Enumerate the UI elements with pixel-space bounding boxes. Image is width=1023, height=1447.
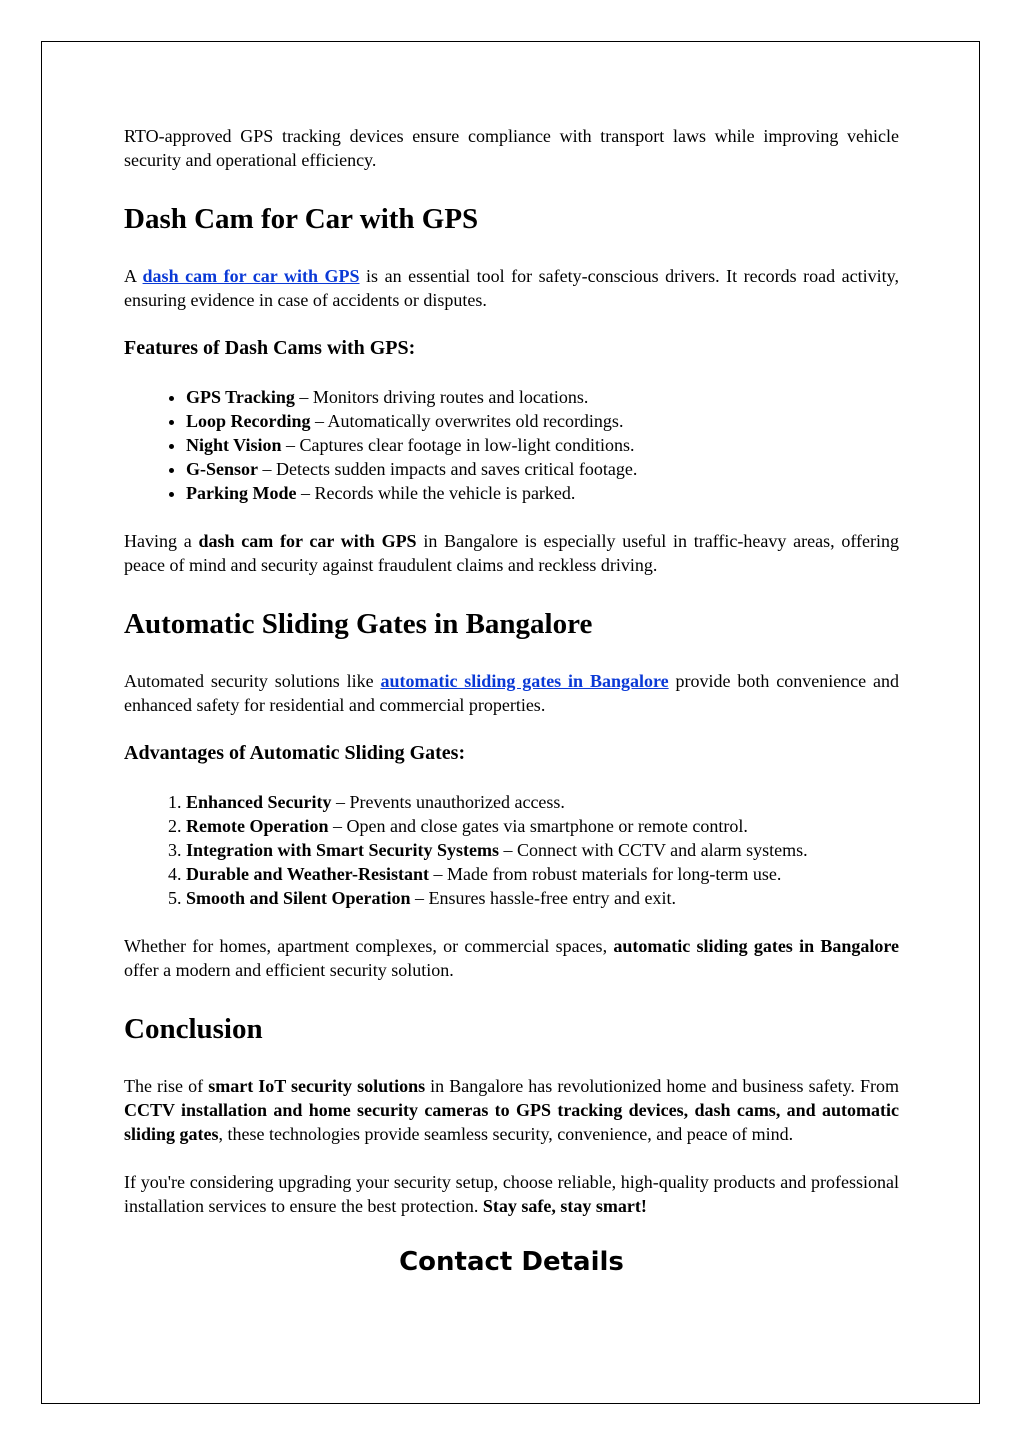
list-item: • G-Sensor – Detects sudden impacts and saves critical footage. — [186, 457, 899, 481]
contact-details-heading: Contact Details — [399, 1247, 624, 1277]
features-heading: Features of Dash Cams with GPS: — [124, 337, 416, 359]
list-item: 2. Remote Operation – Open and close gates via smartphone or remote control. — [186, 814, 899, 838]
gates-heading: Automatic Sliding Gates in Bangalore — [124, 608, 593, 640]
list-item: 5. Smooth and Silent Operation – Ensures hassle-free entry and exit. — [186, 886, 899, 910]
list-item: • Night Vision – Captures clear footage in low-light conditions. — [186, 433, 899, 457]
gates-summary-paragraph: Whether for homes, apartment complexes, or commercial spaces, automatic sliding gates in Bangalore offer a modern and efficient security solution. — [124, 936, 899, 980]
features-list — [124, 385, 899, 505]
list-item: 4. Durable and Weather-Resistant – Made from robust materials for long-term use. — [186, 862, 899, 886]
dashcam-heading: Dash Cam for Car with GPS — [124, 203, 479, 235]
advantages-heading: Advantages of Automatic Sliding Gates: — [124, 742, 466, 764]
conclusion-heading: Conclusion — [124, 1013, 263, 1045]
gates-paragraph: Automated security solutions like automatic sliding gates in Bangalore provide both convenience and enhanced safety for residential and commercial properties. — [124, 671, 900, 715]
conclusion-paragraph: The rise of smart IoT security solutions in Bangalore has revolutionized home and business safety. From CCTV installation and home security cameras to GPS tracking devices, dash cams, and automatic sliding gates, these technologies provide seamless security, convenience, and peace of mind. — [124, 1076, 900, 1144]
dashcam-bangalore-paragraph: Having a dash cam for car with GPS in Bangalore is especially useful in traffic-heavy areas, offering peace of mind and security against fraudulent claims and reckless driving. — [124, 531, 899, 575]
list-item: • Parking Mode – Records while the vehicle is parked. — [186, 481, 899, 505]
gates-link[interactable]: automatic sliding gates in Bangalore — [380, 671, 669, 691]
advantages-list — [124, 790, 899, 910]
list-item: 1. Enhanced Security – Prevents unauthorized access. — [186, 790, 899, 814]
intro-paragraph: RTO-approved GPS tracking devices ensure compliance with transport laws while improving vehicle security and operational efficiency. — [124, 126, 899, 170]
dashcam-link[interactable]: dash cam for car with GPS — [142, 266, 360, 286]
dashcam-paragraph: A dash cam for car with GPS is an essential tool for safety-conscious drivers. It records road activity, ensuring evidence in case of accidents or disputes. — [124, 266, 899, 310]
list-item: • GPS Tracking – Monitors driving routes and locations. — [186, 385, 899, 409]
list-item: 3. Integration with Smart Security Systems – Connect with CCTV and alarm systems. — [186, 838, 899, 862]
document-content — [124, 124, 899, 1278]
closing-paragraph: If you're considering upgrading your security setup, choose reliable, high-quality products and professional installation services to ensure the best protection. Stay safe, stay smart! — [124, 1172, 899, 1216]
list-item: • Loop Recording – Automatically overwrites old recordings. — [186, 409, 899, 433]
